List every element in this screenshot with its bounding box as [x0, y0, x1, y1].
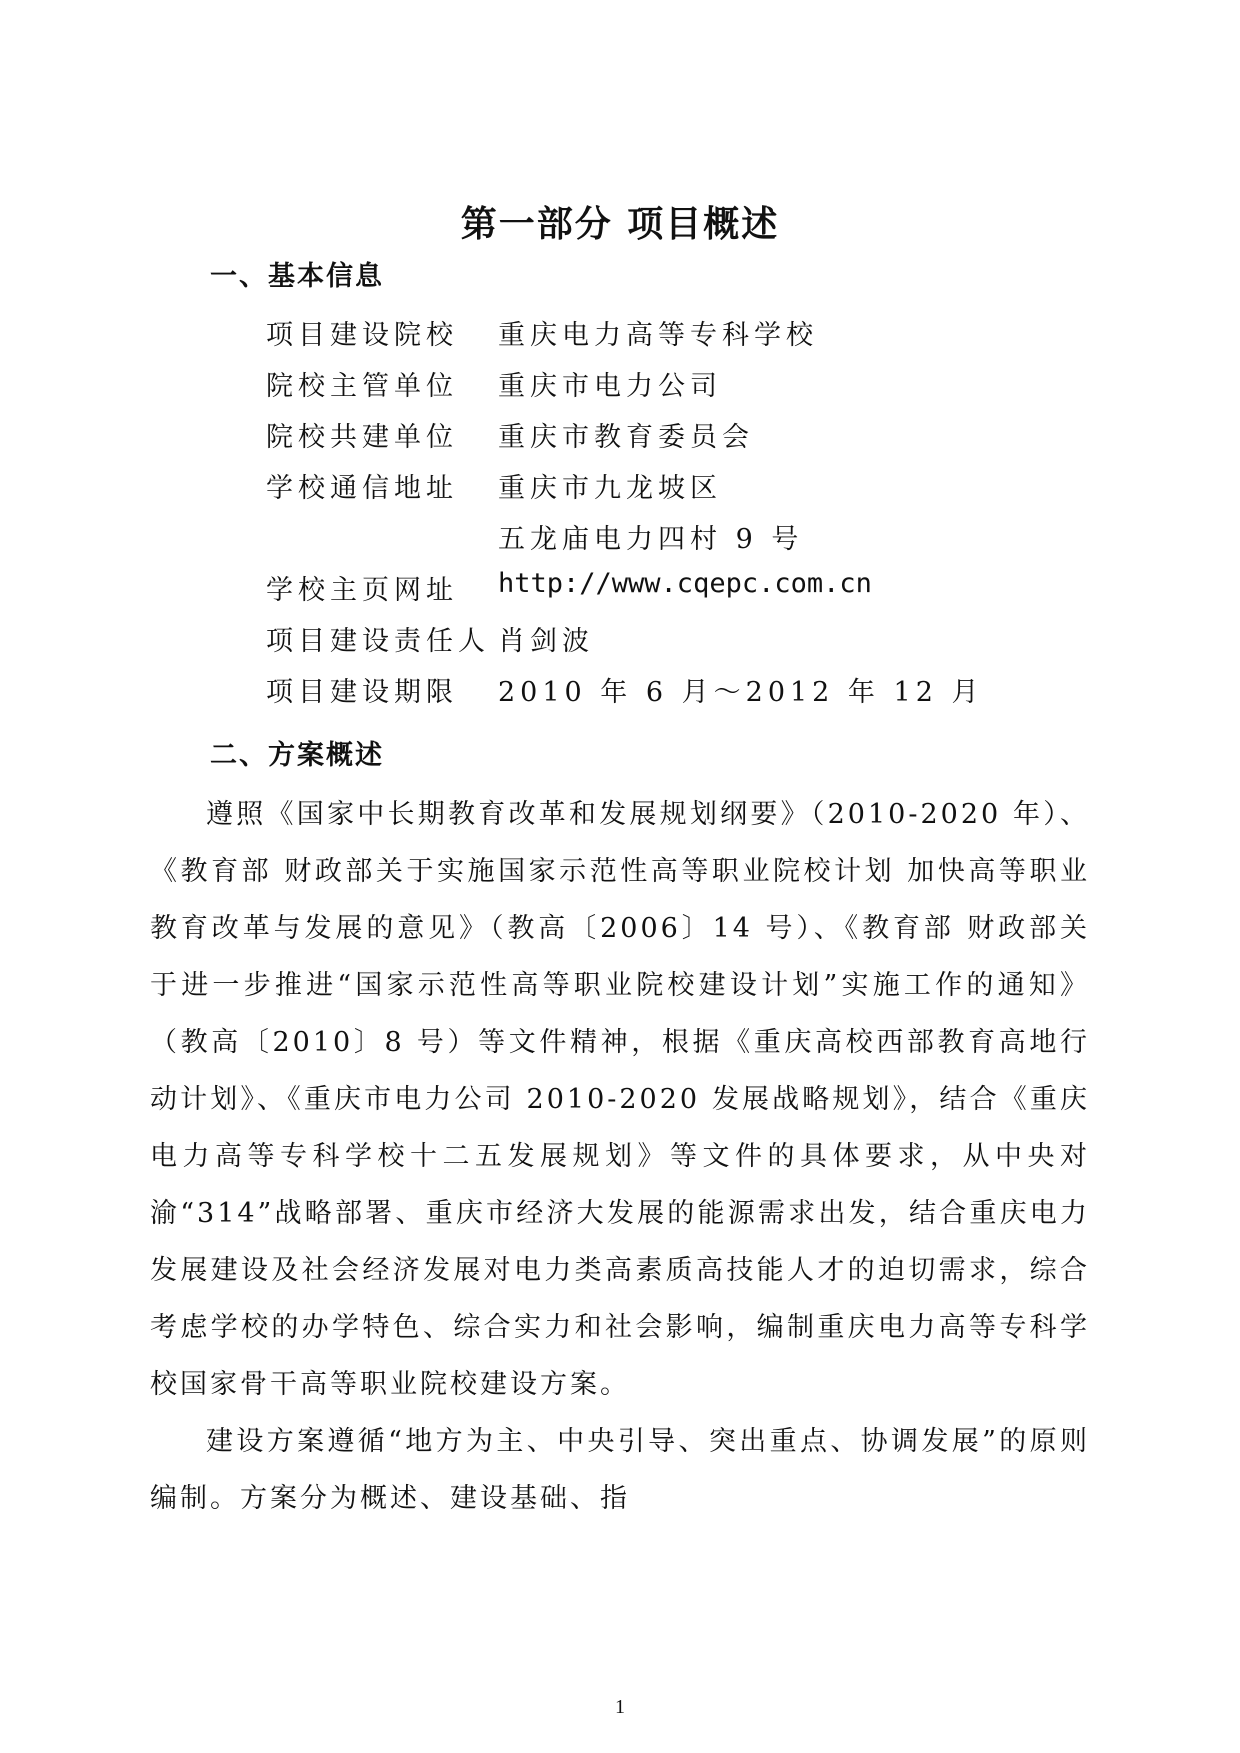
paragraph: 遵照《国家中长期教育改革和发展规划纲要》（2010-2020 年）、《教育部 财政部关于实施国家示范性高等职业院校计划 加快高等职业教育改革与发展的意见》（教高〔2006〕14 号）、《教育部 财政部关于进一步推进“国家示范性高等职业院校建设计划”实施工作的通知》（教高〔2010〕8 号）等文件精神，根据《重庆高校西部教育高地行动计划》、《重庆市电力公司 2010-2020 发展战略规划》，结合《重庆电力高等专科学校十二五发展规划》等文件的具体要求，从中央对渝“314”战略部署、重庆市经济大发展的能源需求出发，结合重庆电力发展建设及社会经济发展对电力类高素质高技能人才的迫切需求，综合考虑学校的办学特色、综合实力和社会影响，编制重庆电力高等专科学校国家骨干高等职业院校建设方案。 — [150, 799, 1090, 1400]
info-label: 院校共建单位 — [266, 422, 458, 453]
paragraph: 建设方案遵循“地方为主、中央引导、突出重点、协调发展”的原则编制。方案分为概述、建设基础、指 — [150, 1426, 1090, 1514]
page-title: 第一部分 项目概述 — [460, 204, 780, 245]
info-label: 项目建设期限 — [266, 677, 458, 708]
info-value-url: http://www.cqepc.com.cn — [498, 568, 872, 599]
info-value: 重庆市九龙坡区 — [498, 473, 722, 504]
section-heading-basic-info: 一、基本信息 — [210, 261, 384, 292]
info-label: 学校主页网址 — [266, 575, 458, 606]
page-number: 1 — [615, 1696, 625, 1718]
info-label: 院校主管单位 — [266, 371, 458, 402]
info-value: 重庆市教育委员会 — [498, 422, 754, 453]
info-value: 肖剑波 — [498, 626, 594, 657]
info-value: 重庆电力高等专科学校 — [498, 320, 818, 351]
info-label: 项目建设院校 — [266, 320, 458, 351]
info-value: 2010 年 6 月～2012 年 12 月 — [498, 677, 984, 708]
info-label: 项目建设责任人 — [266, 626, 490, 657]
info-label: 学校通信地址 — [266, 473, 458, 504]
info-value: 重庆市电力公司 — [498, 371, 722, 402]
section-heading-plan-overview: 二、方案概述 — [210, 740, 384, 771]
info-value: 五龙庙电力四村 9 号 — [498, 524, 804, 555]
body-text — [150, 786, 1090, 1527]
